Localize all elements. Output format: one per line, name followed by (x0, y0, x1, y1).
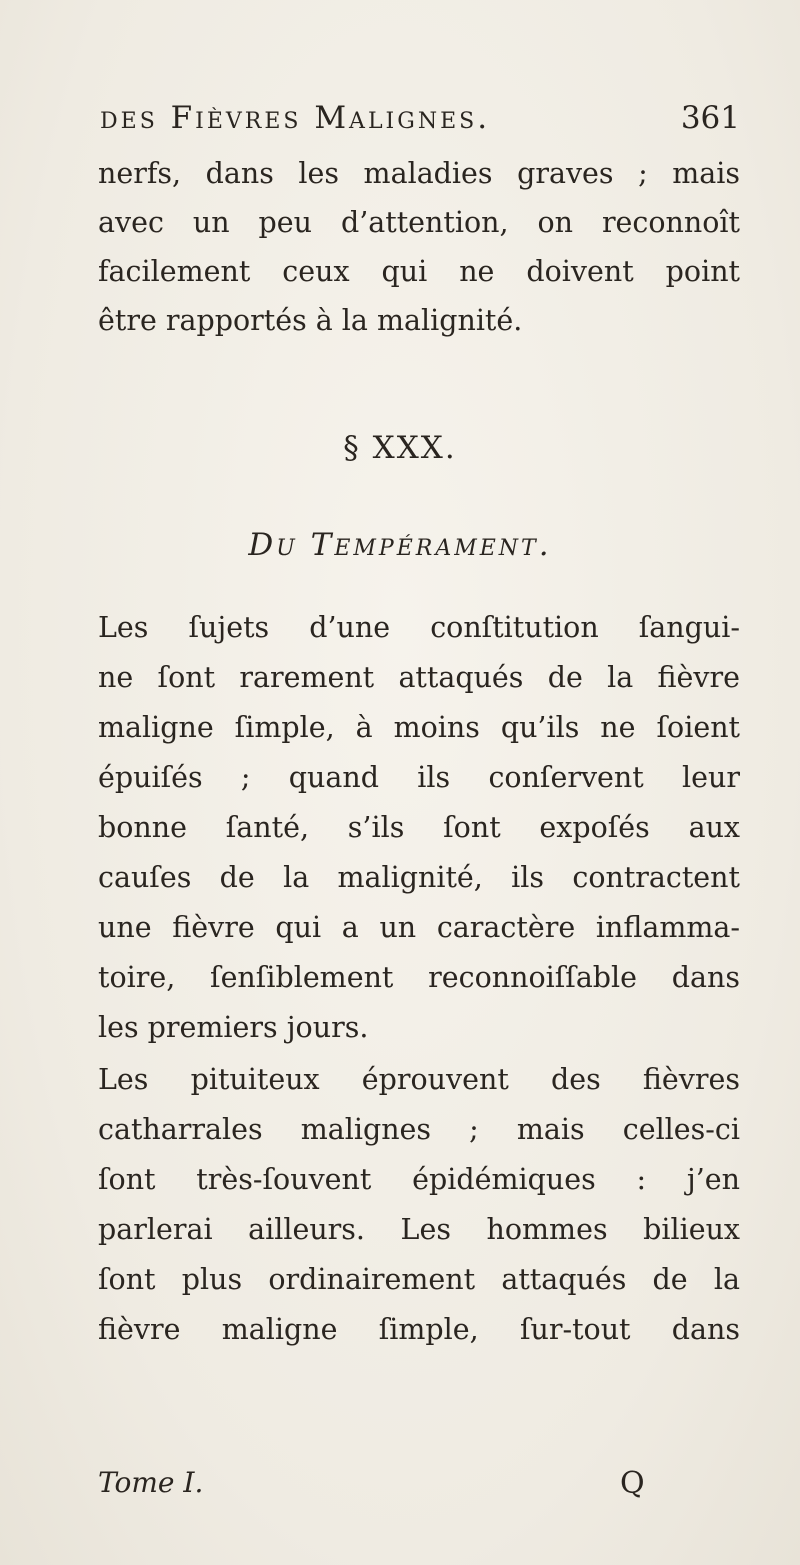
text-line: catharrales malignes ; mais celles-ci (98, 1113, 740, 1146)
page-footer (98, 1466, 658, 1506)
text-line: épuiſés ; quand ils conſervent leur (98, 761, 740, 794)
section-number: § XXX. (343, 430, 457, 466)
text-line: maligne ſimple, à moins qu’ils ne ſoient (98, 711, 740, 744)
text-line: parlerai ailleurs. Les hommes bilieux (98, 1213, 740, 1246)
text-line: les premiers jours. (98, 1011, 369, 1044)
text-line: facilement ceux qui ne doivent point (98, 255, 740, 288)
text-line: bonne ſanté, s’ils ſont expoſés aux (98, 811, 740, 844)
text-line: fièvre maligne ſimple, ſur-tout dans (98, 1313, 740, 1346)
text-line: cauſes de la malignité, ils contractent (98, 861, 740, 894)
text-line: ſont plus ordinairement attaqués de la (98, 1263, 740, 1296)
text-line: être rapportés à la malignité. (98, 304, 523, 337)
text-line: Les pituiteux éprouvent des fièvres (98, 1063, 740, 1096)
running-head: des Fièvres Malignes. (100, 100, 491, 136)
section-title: Du Tempérament. (248, 527, 552, 563)
page-number: 361 (680, 100, 740, 136)
text-line: ſont très-ſouvent épidémiques : j’en (98, 1163, 740, 1196)
volume-label: Tome I. (98, 1466, 204, 1499)
text-line: une fièvre qui a un caractère inflamma- (98, 911, 740, 944)
text-line: nerfs, dans les maladies graves ; mais (98, 157, 740, 190)
text-line: toire, ſenſiblement reconnoiſſable dans (98, 961, 740, 994)
text-line: ne ſont rarement attaqués de la fièvre (98, 661, 740, 694)
signature-mark: Q (620, 1466, 645, 1501)
text-line: avec un peu d’attention, on reconnoît (98, 206, 740, 239)
text-line: Les ſujets d’une conſtitution ſangui- (98, 611, 740, 644)
page-header (100, 100, 740, 148)
